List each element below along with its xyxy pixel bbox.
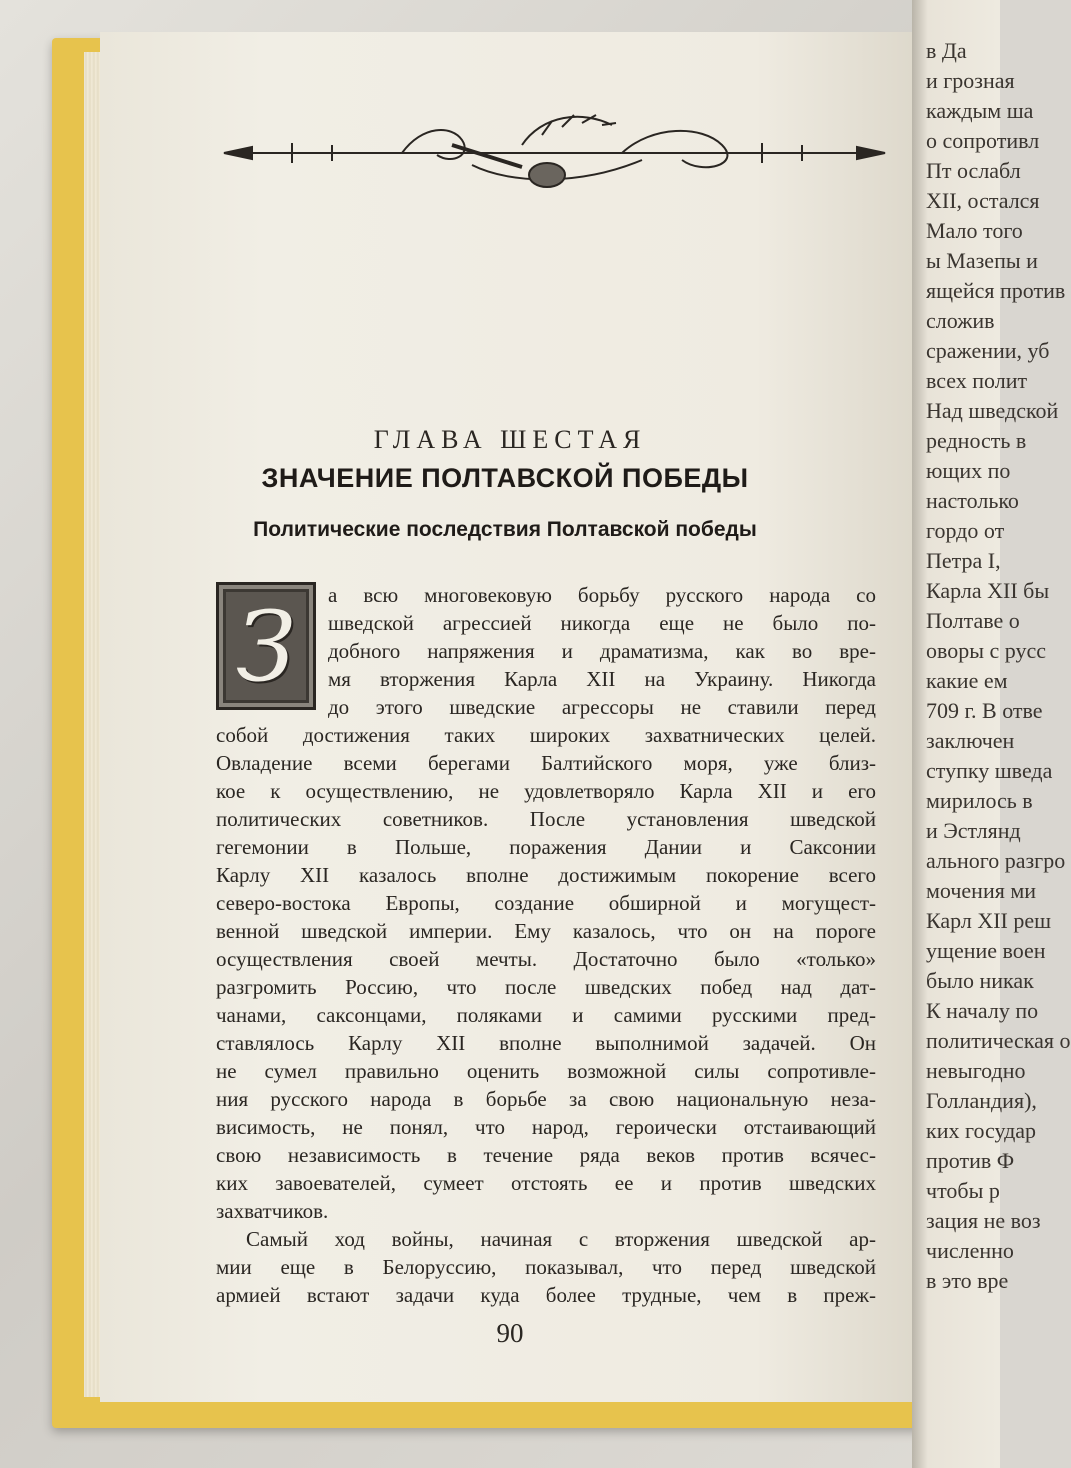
text-line: шведской агрессией никогда еще не было по- — [328, 611, 876, 635]
drop-cap — [216, 582, 316, 710]
chapter-title: ЗНАЧЕНИЕ ПОЛТАВСКОЙ ПОБЕДЫ — [261, 463, 749, 493]
opposite-page-fragment: Мало того — [926, 218, 1023, 243]
text-line: мии еще в Белоруссию, показывал, что перед шведской — [216, 1255, 876, 1279]
text-line: политических советников. После установления шведской — [216, 807, 876, 831]
opposite-page-fragment: Карла XII бы — [926, 578, 1050, 603]
opposite-page-fragment: заключен — [926, 728, 1015, 753]
opposite-page-fragment: гордо от — [926, 518, 1005, 543]
text-line: добного напряжения и драматизма, как во вре- — [328, 639, 876, 663]
opposite-page-fragment: 709 г. В отве — [926, 698, 1043, 723]
page-number: 90 — [496, 1318, 524, 1348]
opposite-page-fragment: мочения ми — [926, 878, 1037, 903]
opposite-page-fragment: сражении, уб — [926, 338, 1050, 363]
opposite-page-fragment: редность в — [926, 428, 1027, 453]
text-line: чанами, саксонцами, поляками и самими русскими пред- — [216, 1003, 876, 1027]
opposite-page-fragment: мирилось в — [926, 788, 1033, 813]
text-line: венной шведской империи. Ему казалось, что он на пороге — [216, 919, 876, 943]
text-line: собой достижения таких широких захватнических целей. — [216, 723, 876, 747]
opposite-page-fragment: Карл XII реш — [926, 908, 1052, 933]
text-line: армией встают задачи куда более трудные, чем в преж- — [216, 1283, 876, 1307]
opposite-page-fragment: чтобы р — [926, 1178, 1000, 1203]
opposite-page-fragment: в это вре — [926, 1268, 1009, 1293]
opposite-page-fragment: Над шведской — [926, 398, 1059, 423]
opposite-page-fragment: зация не воз — [926, 1208, 1041, 1233]
opposite-page-fragment: ких государ — [926, 1118, 1037, 1143]
opposite-page-fragment: XII, остался — [926, 188, 1040, 213]
opposite-page-fragment: ального разгро — [926, 848, 1066, 873]
opposite-page-fragment: всех полит — [926, 368, 1028, 393]
opposite-page-fragment: Петра I, — [926, 548, 1001, 573]
opposite-page-fragment: политическая о — [926, 1028, 1071, 1053]
text-line: не сумел правильно оценить возможной силы сопротивле- — [216, 1059, 876, 1083]
opposite-page-fragment: ы Мазепы и — [926, 248, 1038, 273]
opposite-page-fragment: ющих по — [926, 458, 1011, 483]
opposite-page-fragment: ступку шведа — [926, 758, 1053, 783]
opposite-page-fragment: какие ем — [926, 668, 1008, 693]
opposite-page-fragment: было никак — [926, 968, 1034, 993]
opposite-page-fragment: против Ф — [926, 1148, 1015, 1173]
opposite-page-fragment: К началу по — [926, 998, 1039, 1023]
text-line: висимость, не понял, что народ, героически отстаивающий — [216, 1115, 876, 1139]
opposite-page-fragment: оворы с русс — [926, 638, 1047, 663]
text-line: ставлялось Карлу XII вполне выполнимой задачей. Он — [216, 1031, 876, 1055]
text-line: Овладение всеми берегами Балтийского моря, уже близ- — [216, 751, 876, 775]
text-line: Карлу XII казалось вполне достижимым покорение всего — [216, 863, 876, 887]
opposite-page-fragment: невыгодно — [926, 1058, 1026, 1083]
text-line: Самый ход войны, начиная с вторжения шведской ар- — [246, 1227, 876, 1251]
text-line: гегемонии в Польше, поражения Дании и Саксонии — [216, 835, 876, 859]
text-line: захватчиков. — [216, 1199, 329, 1223]
text-line: северо-востока Европы, создание обширной и могущест- — [216, 891, 876, 915]
opposite-page-fragment: Голландия), — [926, 1088, 1037, 1113]
opposite-page-fragment: о сопротивл — [926, 128, 1040, 153]
section-title: Политические последствия Полтавской победы — [253, 518, 757, 541]
text-line: до этого шведские агрессоры не ставили перед — [328, 695, 876, 719]
text-line: а всю многовековую борьбу русского народа со — [328, 583, 876, 607]
opposite-page-fragment: сложив — [926, 308, 995, 333]
text-line: ких завоевателей, сумеет отстоять ее и против шведских — [216, 1171, 876, 1195]
opposite-page — [912, 0, 1071, 1468]
text-line: осуществления своей мечты. Достаточно было «только» — [216, 947, 876, 971]
opposite-page-fragment: численно — [926, 1238, 1014, 1263]
text-line: разгромить Россию, что после шведских побед над дат- — [216, 975, 876, 999]
opposite-page-fragment: настолько — [926, 488, 1019, 513]
chapter-label: ГЛАВА ШЕСТАЯ — [373, 425, 647, 454]
opposite-page-fragment: Полтаве о — [926, 608, 1020, 633]
opposite-page-fragment: в Да — [926, 38, 967, 63]
opposite-page-fragment: ящейся против — [926, 278, 1066, 303]
opposite-page-fragment: ущение воен — [926, 938, 1046, 963]
opposite-page-fragment: каждым ша — [926, 98, 1034, 123]
opposite-page-fragment: и грозная — [926, 68, 1015, 93]
text-line: ния русского народа в борьбе за свою национальную неза- — [216, 1087, 876, 1111]
ornament-sword-laurel-icon — [222, 105, 887, 195]
text-line: мя вторжения Карла XII на Украину. Никогда — [328, 667, 876, 691]
drop-cap-letter: З — [236, 591, 296, 703]
text-line: кое к осуществлению, не удовлетворяло Карла XII и его — [216, 779, 876, 803]
opposite-page-fragment: Пт ослабл — [926, 158, 1021, 183]
opposite-page-fragment: и Эстлянд — [926, 818, 1021, 843]
text-line: свою независимость в течение ряда веков против всячес- — [216, 1143, 876, 1167]
